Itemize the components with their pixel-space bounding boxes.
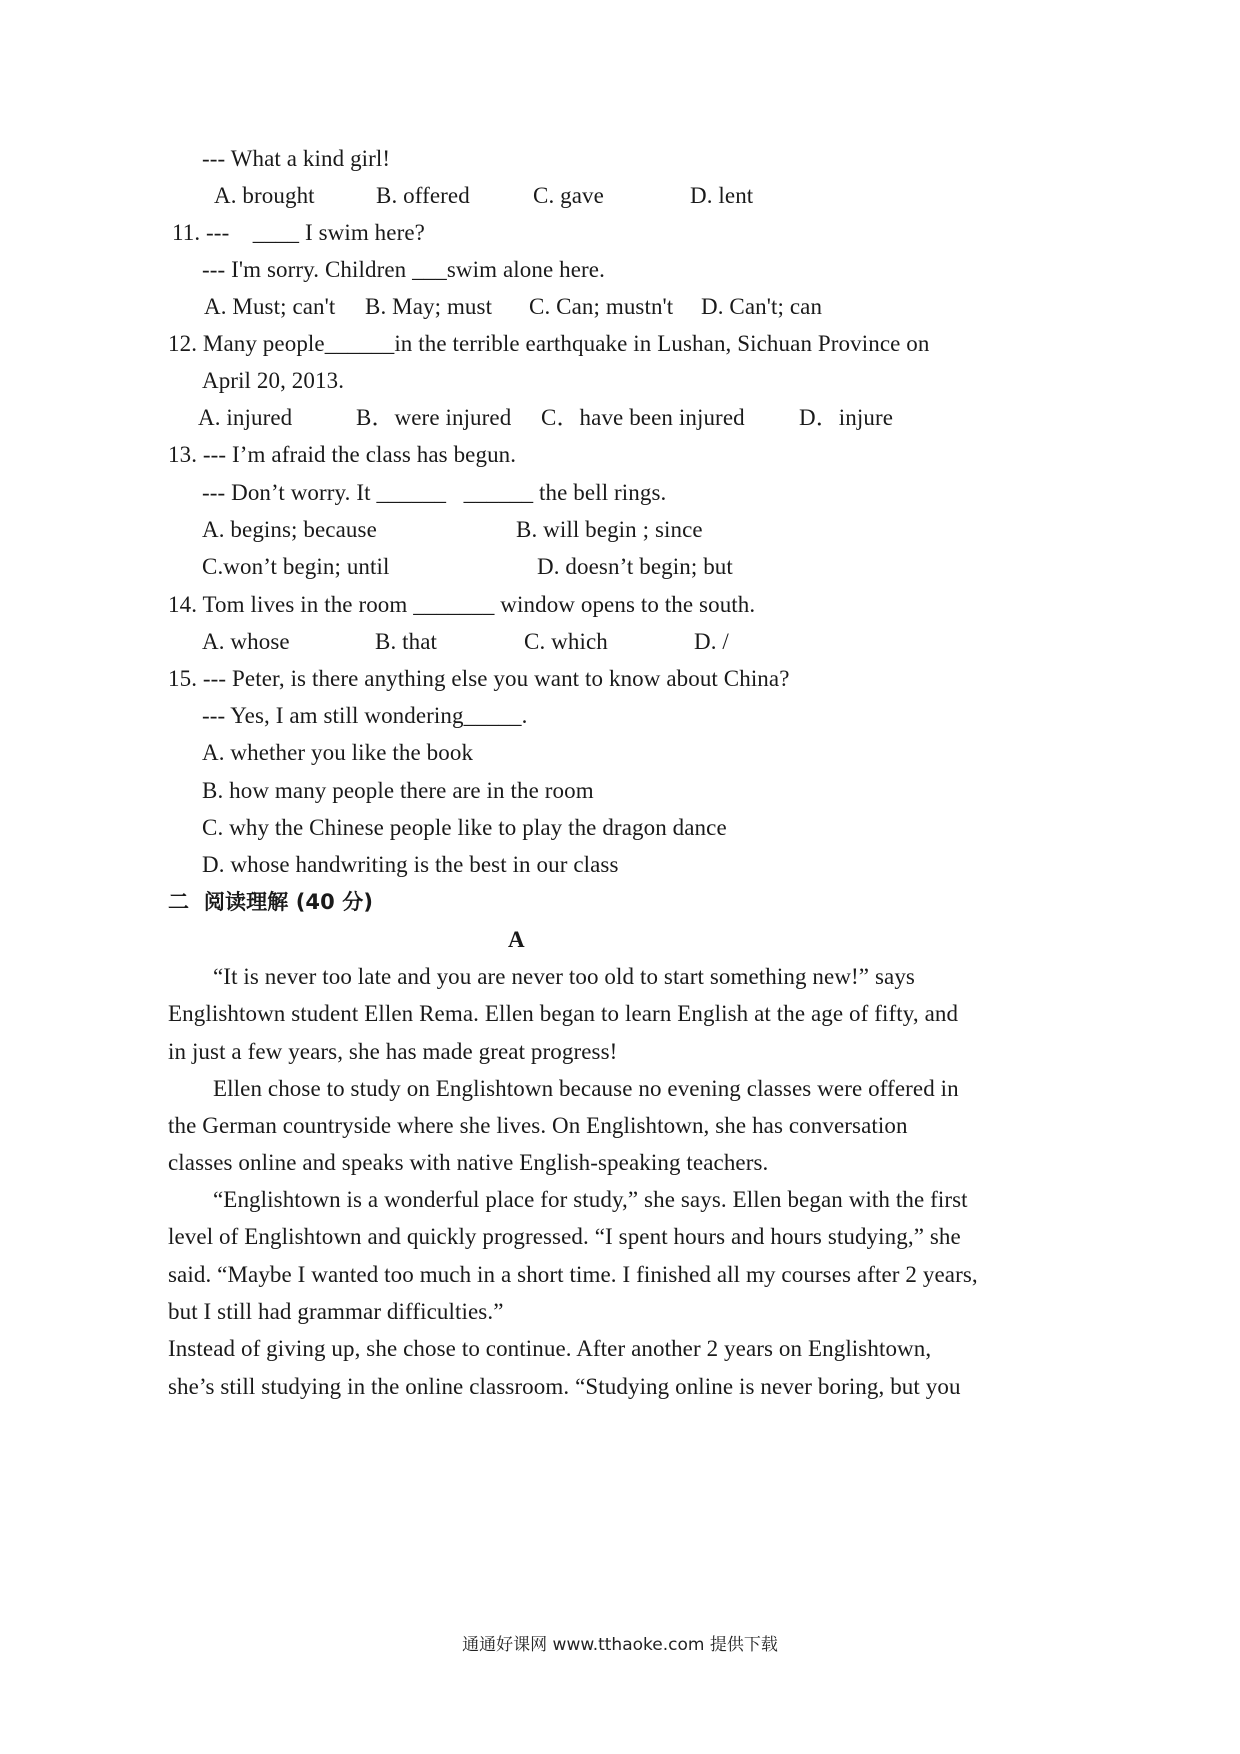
q14-option-a: A. whose — [202, 629, 290, 654]
passage-line: in just a few years, she has made great progress! — [168, 1039, 618, 1064]
q11-reply: --- I'm sorry. Children ___swim alone here. — [202, 257, 605, 282]
q13-stem: 13. --- I’m afraid the class has begun. — [168, 442, 517, 467]
q13-option-d: D. doesn’t begin; but — [537, 554, 733, 579]
passage-line: “Englishtown is a wonderful place for study,” she says. Ellen began with the first — [213, 1187, 968, 1212]
q15-option-b: B. how many people there are in the room — [202, 778, 594, 803]
q12-option-d: D．injure — [799, 405, 894, 430]
q15-reply: --- Yes, I am still wondering_____. — [202, 703, 528, 728]
q12-stem-cont: April 20, 2013. — [202, 368, 345, 393]
section-heading: 二 阅读理解 (40 分) — [168, 890, 374, 914]
passage-line: she’s still studying in the online classroom. “Studying online is never boring, but you — [168, 1374, 961, 1399]
q12-stem: 12. Many people______in the terrible earthquake in Lushan, Sichuan Province on — [168, 331, 930, 356]
q10-reply: --- What a kind girl! — [202, 146, 391, 171]
passage-line: Ellen chose to study on Englishtown because no evening classes were offered in — [213, 1076, 959, 1101]
q10-option-d: D. lent — [690, 183, 754, 208]
q13-option-a: A. begins; because — [202, 517, 377, 542]
passage-line: level of Englishtown and quickly progressed. “I spent hours and hours studying,” she — [168, 1224, 961, 1249]
q15-option-a: A. whether you like the book — [202, 740, 474, 765]
passage-line: Instead of giving up, she chose to continue. After another 2 years on Englishtown, — [168, 1336, 932, 1361]
q14-option-b: B. that — [375, 629, 438, 654]
q13-option-c: C.won’t begin; until — [202, 554, 390, 579]
page-footer: 通通好课网 www.tthaoke.com 提供下载 — [462, 1635, 778, 1655]
q15-option-c: C. why the Chinese people like to play the dragon dance — [202, 815, 727, 840]
q13-option-b: B. will begin ; since — [516, 517, 703, 542]
passage-line: said. “Maybe I wanted too much in a short time. I finished all my courses after 2 years, — [168, 1262, 978, 1287]
q11-option-d: D. Can't; can — [701, 294, 823, 319]
passage-label: A — [508, 927, 525, 952]
passage-line: the German countryside where she lives. On Englishtown, she has conversation — [168, 1113, 908, 1138]
q13-reply: --- Don’t worry. It ______ ______ the bell rings. — [202, 480, 667, 505]
q10-option-c: C. gave — [533, 183, 604, 208]
q15-option-d: D. whose handwriting is the best in our class — [202, 852, 619, 877]
passage-line: but I still had grammar difficulties.” — [168, 1299, 504, 1324]
q15-stem: 15. --- Peter, is there anything else you want to know about China? — [168, 666, 790, 691]
q11-stem: 11. --- ____ I swim here? — [172, 220, 425, 245]
q11-option-c: C. Can; mustn't — [529, 294, 674, 319]
q11-option-a: A. Must; can't — [204, 294, 336, 319]
q12-option-a: A. injured — [198, 405, 293, 430]
q10-option-a: A. brought — [214, 183, 315, 208]
q14-option-d: D. / — [694, 629, 729, 654]
q11-option-b: B. May; must — [365, 294, 493, 319]
q12-option-b: B．were injured — [356, 405, 512, 430]
q10-option-b: B. offered — [376, 183, 470, 208]
passage-line: classes online and speaks with native English-speaking teachers. — [168, 1150, 769, 1175]
passage-line: Englishtown student Ellen Rema. Ellen began to learn English at the age of fifty, and — [168, 1001, 959, 1026]
passage-line: “It is never too late and you are never too old to start something new!” says — [213, 964, 915, 989]
q14-option-c: C. which — [524, 629, 608, 654]
q12-option-c: C．have been injured — [541, 405, 745, 430]
q14-stem: 14. Tom lives in the room _______ window opens to the south. — [168, 592, 756, 617]
